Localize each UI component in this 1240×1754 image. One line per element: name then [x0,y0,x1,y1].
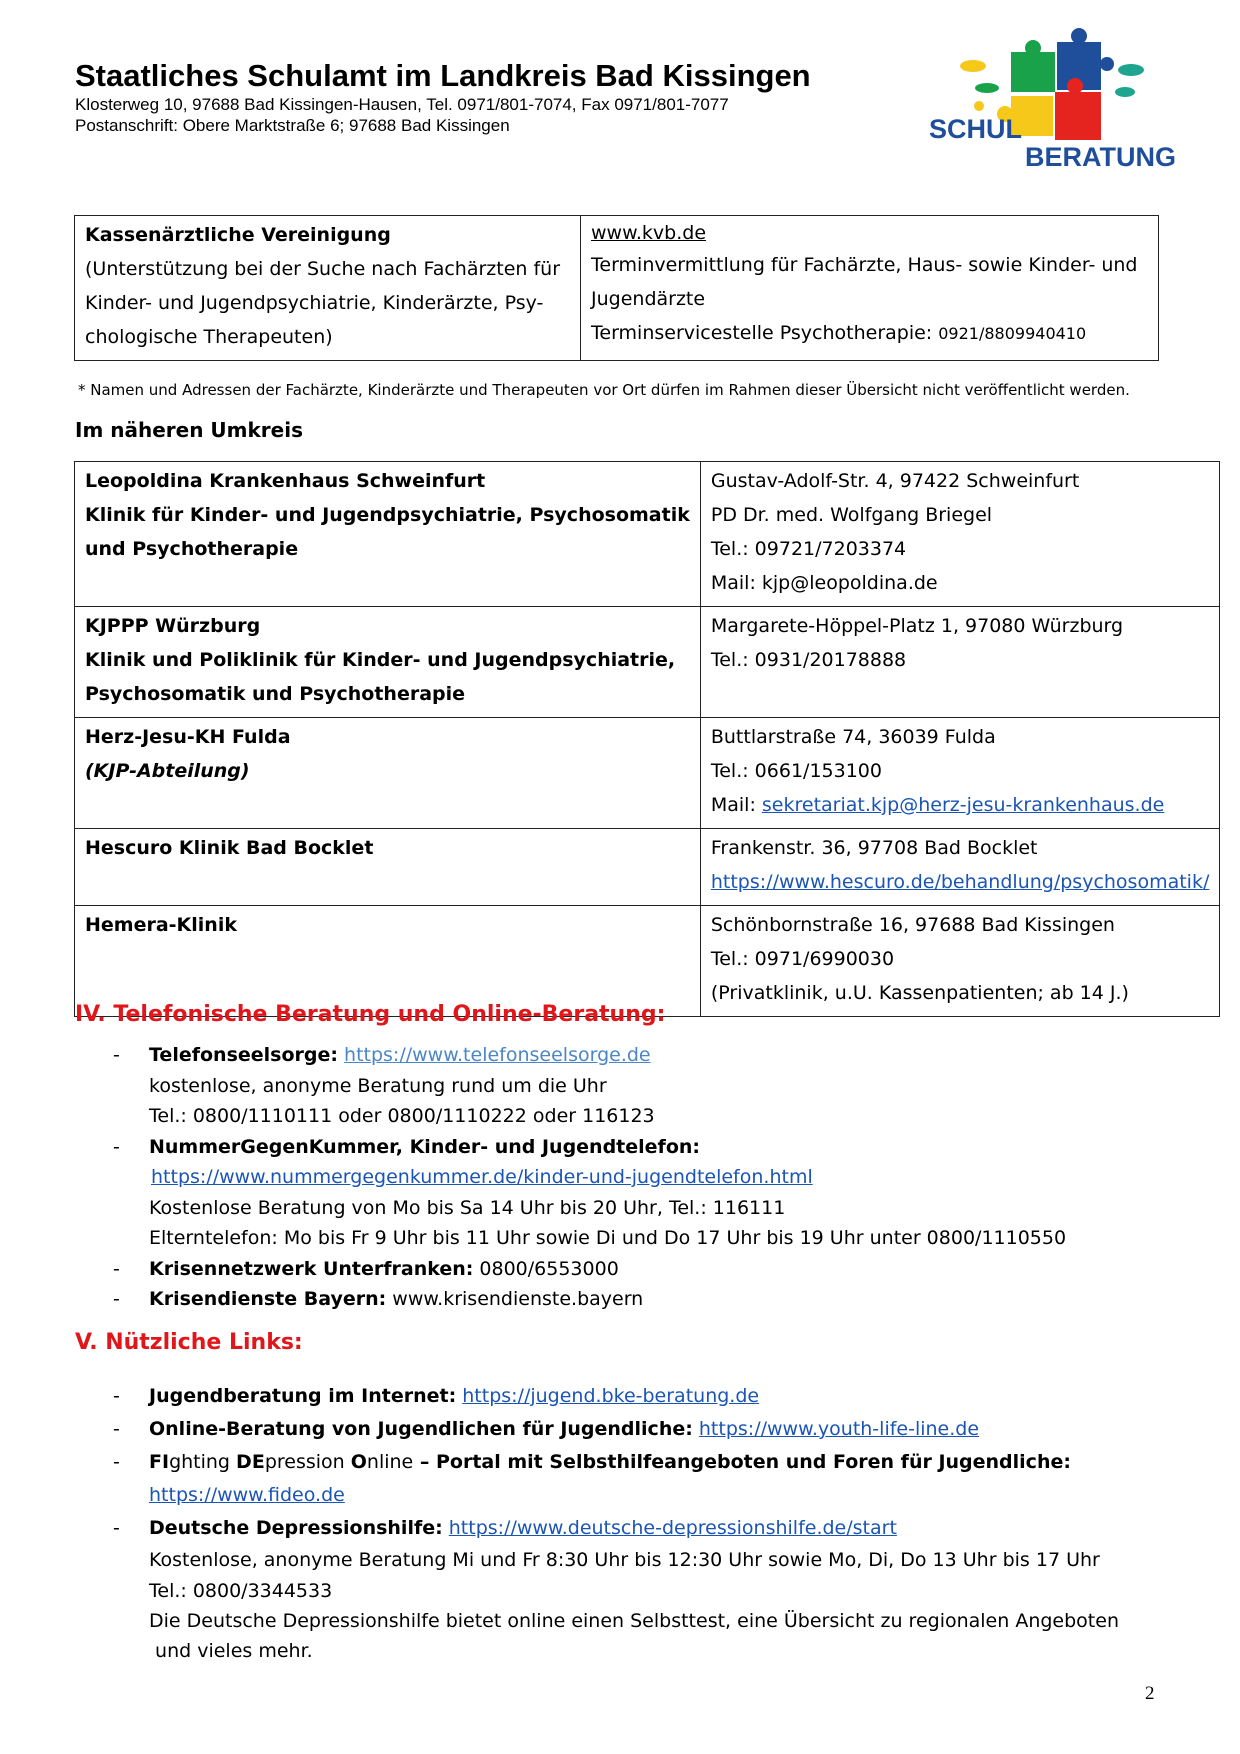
item-text: Elterntelefon: Mo bis Fr 9 Uhr bis 11 Uhr sowie Di und Do 17 Uhr bis 19 Uhr unter 0800/1110550 [149,1227,1067,1249]
clinic-name-cell [75,607,701,718]
item-text: Die Deutsche Depressionshilfe bietet online einen Selbsttest, eine Übersicht zu regionalen Angeboten [149,1610,1119,1632]
clinic-name-cell [75,718,701,829]
logo-text-schul: SCHUL [929,114,1022,144]
list-item [75,1446,1175,1512]
list-dash: - [113,1135,120,1158]
clinic-mail-line [711,788,1210,822]
clinic-contact-line: PD Dr. med. Wolfgang Briegel [710,504,993,526]
item-value: 0800/6553000 [479,1257,619,1280]
clinic-contact-line: Margarete-Höppel-Platz 1, 97080 Würzburg [710,615,1124,637]
clinic-contact-line: Gustav-Adolf-Str. 4, 97422 Schweinfurt [710,470,1080,492]
section-v-heading: V. Nützliche Links: [75,1330,303,1355]
schulberatung-logo [925,26,1187,176]
clinic-contact-line: Schönbornstraße 16, 97688 Bad Kissingen [710,914,1115,936]
clinics-table [74,461,1220,1017]
clinic-name-cell [75,906,701,1017]
item-label: Krisennetzwerk Unterfranken: [149,1257,474,1280]
mail-label: Mail: [710,794,762,816]
table-row [75,829,1220,906]
section-v-list [75,1380,1175,1666]
kvb-info-line: Jugendärzte [591,288,706,310]
fideo-title: FIghting DEpression Online – Portal mit Selbsthilfeangeboten und Foren für Jugendliche: [149,1451,1071,1473]
jugendberatung-link[interactable]: https://jugend.bke-beratung.de [462,1385,760,1407]
nummergegenkummer-link[interactable]: https://www.nummergegenkummer.de/kinder-und-jugendtelefon.html [151,1166,813,1188]
logo-text-beratung: BERATUNG [1025,142,1176,172]
clinic-name-cell [75,829,701,906]
list-item [75,1254,1175,1285]
clinic-contact-line: Tel.: 0971/6990030 [710,948,895,970]
clinic-mail-link[interactable]: sekretariat.kjp@herz-jesu-krankenhaus.de [761,794,1165,816]
fideo-link[interactable]: https://www.fideo.de [149,1484,345,1506]
clinic-name-cell [75,462,701,607]
list-item [75,1132,1175,1254]
item-value[interactable]: www.krisendienste.bayern [392,1288,644,1310]
clinic-name-line: Psychosomatik und Psychotherapie [85,683,466,705]
letterhead [75,58,811,136]
clinic-contact-cell [700,607,1220,718]
item-text: Tel.: 0800/3344533 [149,1580,333,1602]
kvb-url-link[interactable]: www.kvb.de [591,222,707,244]
umkreis-heading: Im näheren Umkreis [75,418,303,442]
item-text: Kostenlose Beratung von Mo bis Sa 14 Uhr bis 20 Uhr, Tel.: 116111 [149,1196,786,1219]
kvb-desc-line: chologische Therapeuten) [85,326,333,348]
kvb-service-line [591,316,1148,351]
kvb-contact-cell [581,216,1159,361]
item-label: Deutsche Depressionshilfe: [149,1517,443,1539]
item-label: Telefonseelsorge: [149,1044,338,1066]
item-text: kostenlose, anonyme Beratung rund um die Uhr [149,1074,607,1097]
clinic-name-line: und Psychotherapie [85,538,299,560]
clinic-contact-line: (Privatklinik, u.U. Kassenpatienten; ab 14 J.) [710,982,1129,1004]
clinic-contact-line: Buttlarstraße 74, 36039 Fulda [710,726,996,748]
item-text: Kostenlose, anonyme Beratung Mi und Fr 8:30 Uhr bis 12:30 Uhr sowie Mo, Di, Do 13 Uhr bis 17 Uhr [149,1549,1100,1571]
list-dash: - [113,1044,120,1066]
table-row [75,216,1159,361]
item-text: und vieles mehr. [149,1640,313,1662]
list-item [75,1284,1175,1315]
kvb-url-row [591,218,1148,248]
clinic-contact-cell [700,718,1220,829]
kvb-service-phone: 0921/8809940410 [938,324,1087,343]
item-label: Online-Beratung von Jugendlichen für Jugendliche: [149,1418,693,1440]
item-label: Jugendberatung im Internet: [149,1385,457,1407]
clinic-contact-line: Tel.: 0931/20178888 [710,649,907,671]
postal-address: Postanschrift: Obere Marktstraße 6; 97688 Bad Kissingen [75,116,510,135]
section-iv-heading: IV. Telefonische Beratung und Online-Beratung: [75,1002,666,1027]
office-address: Klosterweg 10, 97688 Bad Kissingen-Hausen, Tel. 0971/801-7074, Fax 0971/801-7077 [75,95,729,114]
clinic-contact-line: Tel.: 09721/7203374 [710,538,907,560]
clinic-name-line: Hescuro Klinik Bad Bocklet [85,837,374,859]
item-text: Tel.: 0800/1110111 oder 0800/1110222 oder 116123 [149,1105,655,1127]
kvb-service-label: Terminservicestelle Psychotherapie: [591,322,939,344]
kvb-table [74,215,1159,361]
table-row [75,607,1220,718]
clinic-name-line: Hemera-Klinik [85,914,237,936]
clinic-name-line: Herz-Jesu-KH Fulda [85,726,291,748]
table-row [75,718,1220,829]
clinic-contact-cell [700,462,1220,607]
clinic-contact-cell [700,829,1220,906]
telefonseelsorge-link[interactable]: https://www.telefonseelsorge.de [344,1044,651,1066]
table-row [75,462,1220,607]
list-dash: - [113,1288,120,1310]
list-item [75,1512,1175,1666]
depressionshilfe-link[interactable]: https://www.deutsche-depressionshilfe.de/start [448,1517,897,1539]
list-item [75,1040,1175,1132]
list-item [75,1413,1175,1446]
list-dash: - [113,1418,120,1440]
clinic-url-link[interactable]: https://www.hescuro.de/behandlung/psychosomatik/ [710,871,1210,893]
page-number: 2 [1145,1683,1155,1704]
section-iv-list [75,1040,1175,1315]
clinic-contact-cell [700,906,1220,1017]
item-label: NummerGegenKummer, Kinder- und Jugendtelefon: [149,1135,700,1158]
kvb-desc-line: (Unterstützung bei der Suche nach Fachärzten für [85,258,561,280]
clinic-name-line: KJPPP Würzburg [85,615,261,637]
clinic-contact-line: Frankenstr. 36, 97708 Bad Bocklet [710,837,1038,859]
clinic-contact-line: Tel.: 0661/153100 [710,760,882,782]
list-dash: - [113,1517,120,1539]
table-row [75,906,1220,1017]
list-dash: - [113,1257,120,1280]
youth-life-line-link[interactable]: https://www.youth-life-line.de [698,1418,980,1440]
kvb-desc-line: Kinder- und Jugendpsychiatrie, Kinderärzte, Psy- [85,292,544,314]
clinic-name-line: Klinik für Kinder- und Jugendpsychiatrie, Psychosomatik [85,504,690,526]
kvb-info-line: Terminvermittlung für Fachärzte, Haus- sowie Kinder- und [591,254,1138,276]
list-item [75,1380,1175,1413]
footnote: * Namen und Adressen der Fachärzte, Kinderärzte und Therapeuten vor Ort dürfen im Rahmen dieser Übersicht nicht veröffentlicht werden. [78,381,1130,399]
kvb-name-cell [75,216,581,361]
clinic-name-line: Klinik und Poliklinik für Kinder- und Jugendpsychiatrie, [85,649,676,671]
clinic-name-line: Leopoldina Krankenhaus Schweinfurt [85,470,486,492]
list-dash: - [113,1385,120,1407]
kvb-name: Kassenärztliche Vereinigung [85,224,391,246]
clinic-department: (KJP-Abteilung) [85,760,250,782]
item-label: Krisendienste Bayern: [149,1288,387,1310]
clinic-contact-line: Mail: kjp@leopoldina.de [710,572,938,594]
list-dash: - [113,1451,120,1473]
office-title: Staatliches Schulamt im Landkreis Bad Kissingen [75,58,811,93]
